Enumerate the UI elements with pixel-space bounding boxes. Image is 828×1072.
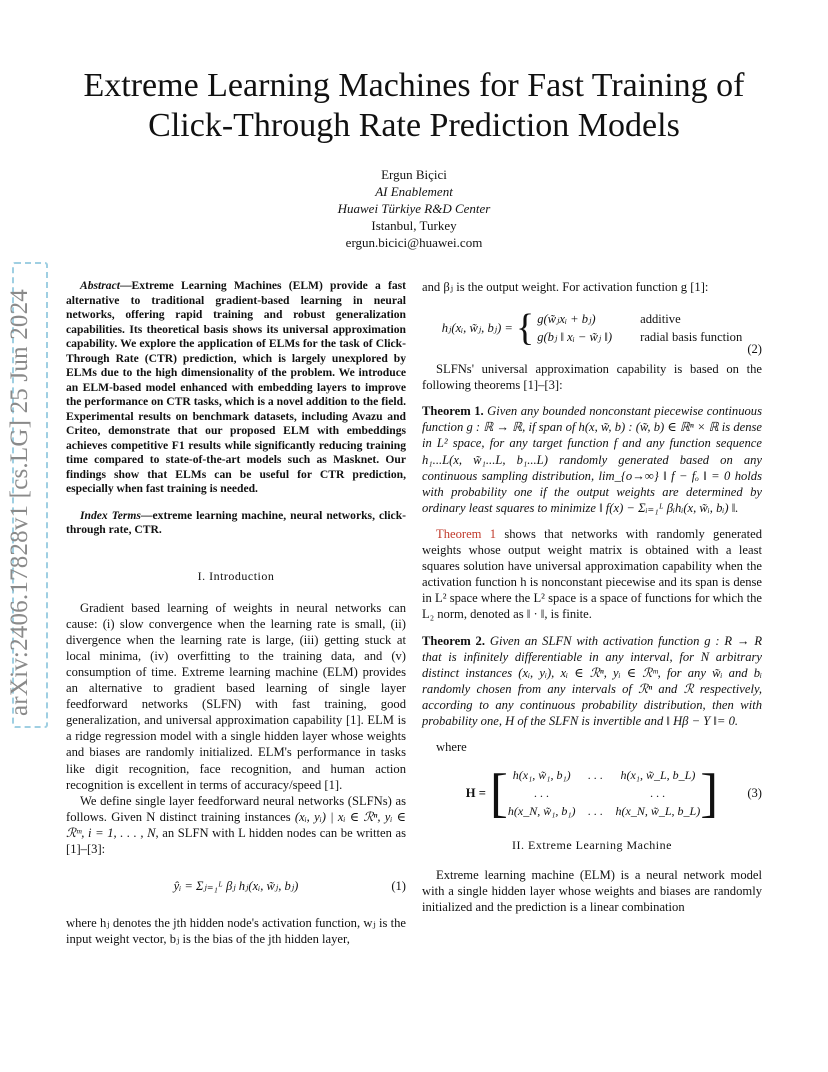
index-terms (66, 509, 406, 538)
intro-paragraph-2 (66, 793, 406, 857)
matrix-cell-r3c1: h(x_N, w̃₁, b₁) (507, 804, 576, 819)
matrix-cell-r2c2 (576, 785, 616, 801)
title-line-2: Click-Through Rate Prediction Models (148, 107, 680, 144)
equation-1-number: (1) (391, 879, 406, 894)
right-paragraph-3 (422, 526, 762, 623)
index-terms-label: Index Terms (80, 508, 141, 522)
matrix-cell-r3c2: . . . (588, 804, 604, 819)
right-column (422, 279, 762, 916)
right-paragraph-3-text: shows that networks with randomly generated weights whose output weight matrix is obtained with a least squares solution have universal approximation capability when the activation function h is nonconstant piecewise and its span is dense in L² space where the L² space is a space of functions for which the L₂ norm, denoted as ‖ · ‖, is finite. (422, 526, 762, 622)
intro-paragraph-2a: We define single layer feedforward neural networks (SLFNs) as follows. Given N distinct training instances (66, 793, 406, 824)
equation-3-number: (3) (747, 786, 762, 801)
author-location: Istanbul, Turkey (371, 218, 457, 233)
equation-3 (422, 763, 762, 823)
elm-paragraph-1: Extreme learning machine (ELM) is a neural network model with a single hidden layer whose weights and biases are randomly initialized and the prediction is a linear combination (422, 868, 762, 915)
abstract (66, 279, 406, 497)
intro-paragraph-2c: , an SLFN with L hidden nodes can be written as [1]–[3]: (66, 825, 406, 856)
author-name: Ergun Biçici (381, 167, 447, 182)
right-paragraph-1: and βⱼ is the output weight. For activation function g [1]: (422, 280, 709, 294)
theorem-2 (422, 633, 762, 730)
matrix-cell-r2c1: . . . (534, 786, 550, 801)
equation-2-case-1-label: additive (640, 312, 681, 326)
author-block (0, 166, 828, 251)
abstract-text: —Extreme Learning Machines (ELM) provide a fast alternative to traditional gradient-based learning in neural networks, offering rapid training and robust generalization capabilities. Its theoretical basis shows its universal approximation capability. We explore the application of ELMs for the task of Click-Through Rate (CTR) prediction, which is largely unexplored by ELMs due to the high dimensionality of the problem. We introduce an ELM-based model enhanced with embedding layers to improve the performance on CTR tasks, which is a novel addition to the field. Experimental results on benchmark datasets, including Avazu and Criteo, demonstrate that our proposed ELM with embeddings achieves competitive F1 results while significantly reducing training time compared to state-of-the-art models such as Masknet. Our findings show that ELMs can be useful for CTR prediction, especially when fast training is needed. (66, 279, 406, 495)
equation-3-lhs: H = (465, 786, 486, 801)
equation-2-case-2: g(bⱼ ‖ xᵢ − w̃ⱼ ‖) (537, 330, 613, 345)
right-paragraph-2: SLFNs' universal approximation capability is based on the following theorems [1]–[3]: (422, 362, 762, 393)
section-heading-elm: II. Extreme Learning Machine (512, 838, 672, 853)
section-heading-introduction: I. Introduction (197, 568, 275, 583)
equation-3-matrix (508, 767, 700, 819)
theorem-2-label: Theorem 2. (422, 633, 486, 648)
matrix-cell-r1c2: . . . (588, 768, 604, 783)
equation-2-cases (537, 311, 742, 345)
intro-paragraph-1: Gradient based learning of weights in neural networks can cause: (i) slow convergence when the learning rate is small, (ii) divergence when the learning rate is large, (iii) getting stuck at local minima, (iv) overfitting to the training data, and (v) consumption of time. Extreme learning machine (ELM) provides an alternative to gradient based learning of single layer feedforward networks (SLFN) with fast training, good generalization, and universal approximation capability [1]. ELM is a ridge regression model with a single hidden layer whose weights and biases are randomly initialized. ELM's performance in tasks like digit recognition, face recognition, and human action recognition is excellent in terms of accuracy/speed [1]. (66, 600, 406, 792)
abstract-label: Abstract (80, 279, 120, 292)
equation-3-right-bracket: ] (700, 763, 719, 824)
intro-paragraph-3: where hⱼ denotes the jth hidden node's activation function, wⱼ is the input weight vector, bⱼ is the bias of the jth hidden layer, (66, 916, 406, 947)
matrix-cell-r2c3: . . . (650, 786, 666, 801)
author-affiliation-2: Huawei Türkiye R&D Center (337, 201, 491, 216)
author-affiliation-1: AI Enablement (375, 184, 453, 199)
equation-2 (422, 303, 762, 356)
matrix-cell-r1c3: h(x₁, w̃_L, b_L) (620, 768, 696, 783)
theorem-1-label: Theorem 1. (422, 404, 484, 419)
index-terms-text: —extreme learning machine, neural networks, click-through rate, CTR. (66, 508, 406, 536)
equation-1 (66, 865, 406, 907)
matrix-cell-r3c3: h(x_N, w̃_L, b_L) (615, 804, 701, 819)
matrix-cell-r1c1: h(x₁, w̃₁, b₁) (512, 768, 571, 783)
paper-title (40, 66, 788, 146)
where-text: where (436, 740, 467, 755)
equation-2-brace: { (515, 307, 535, 350)
author-email: ergun.bicici@huawei.com (345, 235, 483, 250)
theorem-2-text: Given an SLFN with activation function g : R → R that is infinitely differentiable in any interval, for N arbitrary distinct instances (xᵢ, yᵢ), xᵢ ∈ ℛⁿ, yᵢ ∈ ℛᵐ, for any w̃ᵢ and bᵢ randomly chosen from any intervals of ℛⁿ and ℛ respectively, according to any continuous probability distribution, then with probability one, H of the SLFN is invertible and ‖ Hβ − Y ‖= 0. (422, 633, 763, 728)
equation-2-number: (2) (747, 342, 762, 356)
arxiv-identifier: arXiv:2406.17828v1 [cs.LG] 25 Jun 2024 (6, 289, 33, 716)
theorem-1-text: Given any bounded nonconstant piecewise continuous function g : ℝ → ℝ, if span of h(x, w̃, b) : (w̃, b) ∈ ℝⁿ × ℝ is dense in L² space, for any target function f and any function sequence h₁...L(x, w̃₁...L, b₁...L) randomly generated based on any continuous sampling distribution, lim_{o→∞} ‖ f − fₒ ‖ = 0 holds with probability one if the output weights are determined by ordinary least squares to minimize ‖ f(x) − Σᵢ₌₁ᴸ βᵢhᵢ(x, w̃ᵢ, bᵢ) ‖. (422, 404, 762, 515)
equation-2-case-2-label: radial basis function (640, 330, 743, 345)
left-column (66, 279, 406, 947)
equation-2-case-1: g(w̃ⱼxᵢ + bⱼ) (537, 312, 596, 326)
theorem-1-link[interactable]: Theorem 1 (436, 526, 497, 541)
equation-1-body: ŷᵢ = Σⱼ₌₁ᴸ βⱼ hⱼ(xᵢ, w̃ⱼ, bⱼ) (173, 879, 299, 894)
equation-2-lhs: hⱼ(xᵢ, w̃ⱼ, bⱼ) = (441, 321, 513, 336)
theorem-1 (422, 403, 762, 516)
title-line-1: Extreme Learning Machines for Fast Training of (83, 67, 745, 104)
intro-paragraph-2-math: (xᵢ, yᵢ) | xᵢ ∈ ℛⁿ, yᵢ ∈ ℛᵐ, i = 1, . . . , N (66, 809, 406, 840)
equation-3-left-bracket: [ (489, 763, 508, 824)
